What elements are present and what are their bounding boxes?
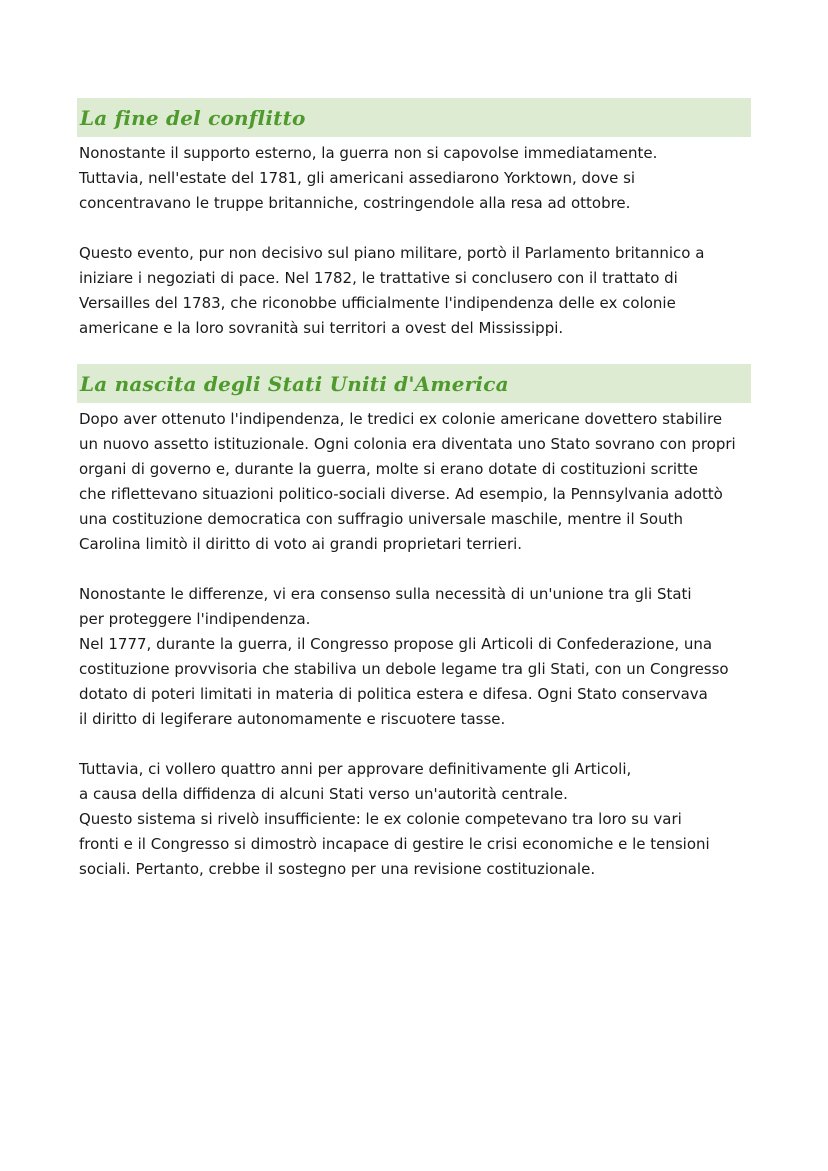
section-heading: La nascita degli Stati Uniti d'America (80, 371, 509, 396)
section-body (77, 141, 751, 341)
text-line: Nel 1777, durante la guerra, il Congresso propose gli Articoli di Confederazione, una (79, 635, 713, 653)
text-line: concentravano le truppe britanniche, costringendole alla resa ad ottobre. (79, 194, 631, 212)
text-line: Tuttavia, ci vollero quattro anni per approvare definitivamente gli Articoli, (79, 760, 632, 778)
text-line: sociali. Pertanto, crebbe il sostegno per una revisione costituzionale. (79, 860, 596, 878)
paragraph (79, 757, 751, 882)
section-body (77, 407, 751, 882)
text-line: un nuovo assetto istituzionale. Ogni colonia era diventata uno Stato sovrano con propri (79, 435, 736, 453)
text-line: costituzione provvisoria che stabiliva un debole legame tra gli Stati, con un Congresso (79, 660, 729, 678)
text-line: americane e la loro sovranità sui territori a ovest del Mississippi. (79, 319, 564, 337)
section-heading: La fine del conflitto (80, 105, 306, 130)
text-line: organi di governo e, durante la guerra, molte si erano dotate di costituzioni scritte (79, 460, 699, 478)
section-heading-bar (77, 98, 751, 137)
paragraph (79, 141, 751, 216)
text-line: Nonostante le differenze, vi era consenso sulla necessità di un'unione tra gli Stati (79, 585, 692, 603)
text-line: a causa della diffidenza di alcuni Stati verso un'autorità centrale. (79, 785, 568, 803)
text-line: il diritto di legiferare autonomamente e riscuotere tasse. (79, 710, 506, 728)
text-line: che riflettevano situazioni politico-sociali diverse. Ad esempio, la Pennsylvania adottò (79, 485, 723, 503)
text-line: una costituzione democratica con suffragio universale maschile, mentre il South (79, 510, 683, 528)
text-line: Tuttavia, nell'estate del 1781, gli americani assediarono Yorktown, dove si (79, 169, 636, 187)
text-line: dotato di poteri limitati in materia di politica estera e difesa. Ogni Stato conservava (79, 685, 708, 703)
paragraph (79, 241, 751, 341)
text-line: Versailles del 1783, che riconobbe ufficialmente l'indipendenza delle ex colonie (79, 294, 676, 312)
paragraph (79, 407, 751, 557)
text-line: iniziare i negoziati di pace. Nel 1782, le trattative si conclusero con il trattato di (79, 269, 678, 287)
section-birth-of-usa (77, 364, 751, 907)
section-end-of-conflict (77, 98, 751, 366)
paragraph (79, 582, 751, 732)
text-line: Questo evento, pur non decisivo sul piano militare, portò il Parlamento britannico a (79, 244, 705, 262)
text-line: Carolina limitò il diritto di voto ai grandi proprietari terrieri. (79, 535, 523, 553)
text-line: Questo sistema si rivelò insufficiente: le ex colonie competevano tra loro su vari (79, 810, 682, 828)
text-line: per proteggere l'indipendenza. (79, 610, 311, 628)
section-heading-bar (77, 364, 751, 403)
text-line: Nonostante il supporto esterno, la guerra non si capovolse immediatamente. (79, 144, 658, 162)
text-line: Dopo aver ottenuto l'indipendenza, le tredici ex colonie americane dovettero stabilire (79, 410, 723, 428)
text-line: fronti e il Congresso si dimostrò incapace di gestire le crisi economiche e le tensioni (79, 835, 710, 853)
